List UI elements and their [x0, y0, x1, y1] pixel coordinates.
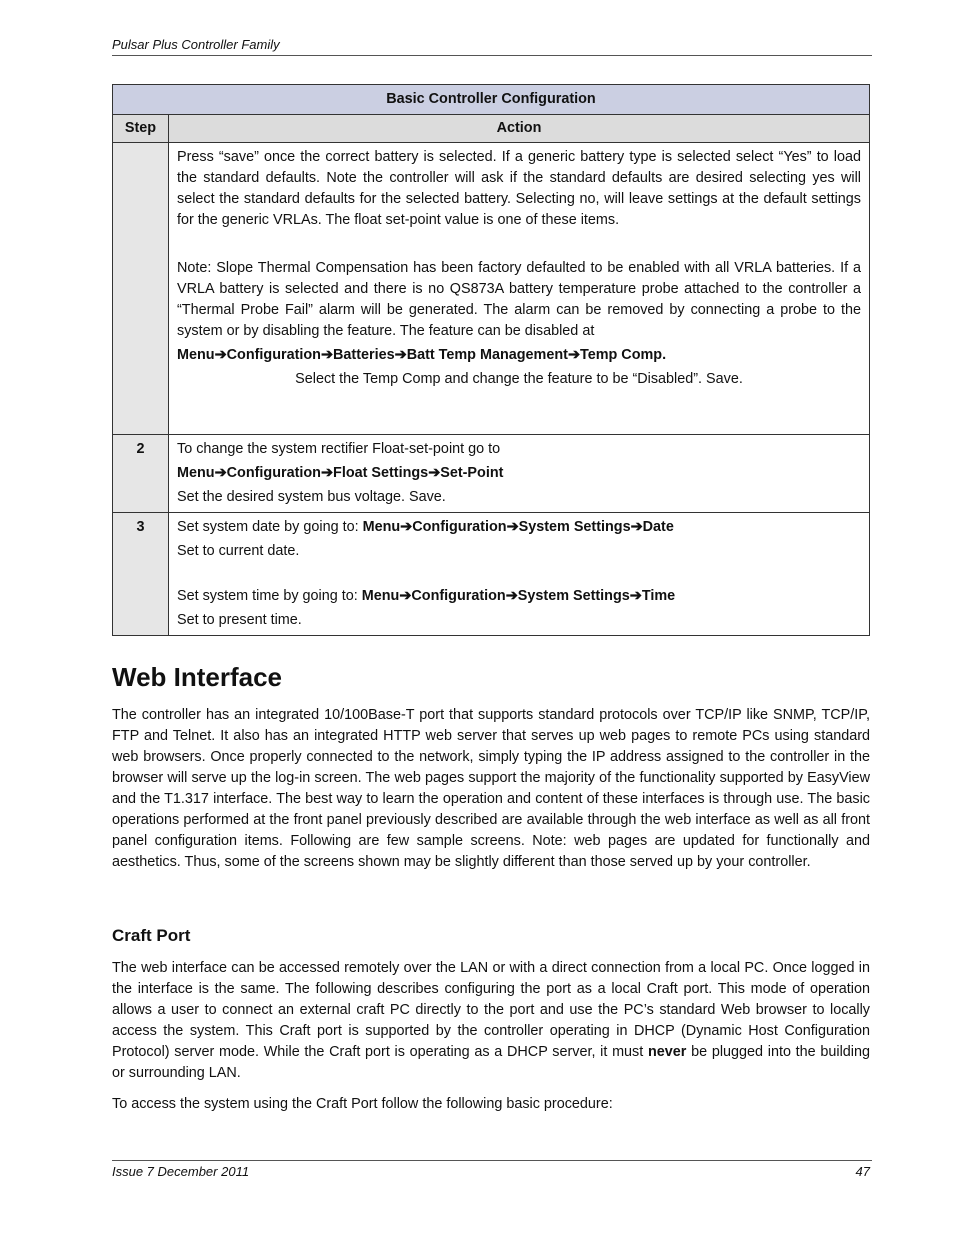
menu-path-segment: Menu [177, 465, 215, 481]
menu-path-segment: Menu [361, 588, 400, 604]
col-header-action: Action [169, 115, 870, 143]
subsection-heading: Craft Port [112, 926, 191, 945]
action-cell [169, 143, 870, 435]
table-row [113, 435, 870, 513]
right-arrow-icon: ➔ [320, 465, 334, 481]
running-header: Pulsar Plus Controller Family [112, 37, 280, 52]
right-arrow-icon: ➔ [399, 588, 412, 604]
row3-time-line [177, 586, 861, 607]
time-prefix: Set system time by going to: [177, 588, 362, 604]
right-arrow-icon: ➔ [214, 347, 227, 363]
table-title: Basic Controller Configuration [113, 85, 870, 115]
table-row [113, 143, 870, 435]
row1-para-3: Select the Temp Comp and change the feature to be “Disabled”. Save. [295, 371, 743, 387]
row2-para-1: To change the system rectifier Float-set-point go to [177, 441, 501, 457]
web-interface-body: The controller has an integrated 10/100Base-T port that supports standard protocols over TCP/IP like SNMP, TCP/IP, FTP and Telnet. It also has an integrated HTTP web server that serves up web pages to remote PCs using standard web browsers. Once properly connected to the network, simply typing the IP address assigned to the controller in the browser will serve up the log-in screen. The web pages support the majority of the functionality supported by EasyView and the T1.317 interface. The best way to learn the operation and content of these interfaces is through use. The basic operations performed at the front panel previously described are available through the web interface as well as all front panel configuration items. Following are few sample screens. Note: web pages are updated for functionally and aesthetics. Thus, some of the screens shown may be slightly different than those served up by your controller. [112, 707, 870, 870]
menu-path-segment: Configuration [412, 519, 507, 535]
page-number: 47 [855, 1164, 870, 1179]
menu-path-segment: Time [641, 588, 676, 604]
menu-path-segment: Configuration [226, 465, 321, 481]
row1-para-2: Note: Slope Thermal Compensation has been factory defaulted to be enabled with all VRLA batteries. If a VRLA battery is selected and there is no QS873A battery temperature probe attached to the controller a “Thermal Probe Fail” alarm will be generated. The alarm can be removed by connecting a probe to the system or by disabling the feature. The feature can be disabled at [177, 260, 861, 339]
menu-path-segment: Menu [177, 347, 215, 363]
craft-port-body [112, 958, 870, 1084]
craft-body-emphasis: never [647, 1044, 687, 1060]
right-arrow-icon: ➔ [400, 519, 413, 535]
row3-time-note: Set to present time. [177, 612, 302, 628]
right-arrow-icon: ➔ [567, 347, 580, 363]
right-arrow-icon: ➔ [506, 519, 519, 535]
row1-para-1: Press “save” once the correct battery is selected. If a generic battery type is selected select “Yes” to load the standard defaults. Note the controller will ask if the standard defaults are desired selecting yes will select the standard defaults for the selected battery. Selecting no, will leave settings at the default settings for the generic VRLAs. The float set-point value is one of these items. [177, 149, 861, 228]
menu-path-segment: System Settings [517, 588, 630, 604]
footer-issue: Issue 7 December 2011 [112, 1164, 250, 1179]
config-table [112, 84, 870, 636]
menu-path-segment: Temp Comp. [580, 347, 667, 363]
menu-path [177, 345, 861, 366]
menu-path-segment: Configuration [411, 588, 506, 604]
menu-path-segment: Menu [362, 519, 401, 535]
step-cell [113, 143, 169, 435]
procedure-intro: To access the system using the Craft Port follow the following basic procedure: [112, 1096, 613, 1112]
action-cell [169, 513, 870, 636]
step-cell: 2 [113, 435, 169, 513]
menu-path [177, 463, 861, 484]
right-arrow-icon: ➔ [505, 588, 518, 604]
right-arrow-icon: ➔ [630, 519, 643, 535]
menu-path-segment: Configuration [226, 347, 321, 363]
table-row [113, 513, 870, 636]
menu-path-segment: Date [642, 519, 674, 535]
menu-path-segment: Float Settings [333, 465, 429, 481]
right-arrow-icon: ➔ [214, 465, 227, 481]
footer-rule [112, 1160, 872, 1161]
row2-para-2: Set the desired system bus voltage. Save. [177, 489, 446, 505]
menu-path [363, 519, 674, 535]
craft-body-pre: The web interface can be accessed remotely over the LAN or with a direct connection from a local PC. Once logged in the interface is the same. The following describes configuring the port as a local Craft port. This mode of operation allows a user to connect an external craft PC directly to the port and use the PC’s standard Web browser to locally access the system. This Craft port is supported by the controller operating in DHCP (Dynamic Host Configuration Protocol) server mode. While the Craft port is operating as a DHCP server, it must [112, 960, 870, 1060]
menu-path [362, 588, 675, 604]
right-arrow-icon: ➔ [394, 347, 407, 363]
section-heading: Web Interface [112, 662, 283, 692]
menu-path-segment: Set-Point [440, 465, 504, 481]
col-header-step: Step [113, 115, 169, 143]
step-cell: 3 [113, 513, 169, 636]
right-arrow-icon: ➔ [428, 465, 441, 481]
right-arrow-icon: ➔ [320, 347, 334, 363]
date-prefix: Set system date by going to: [177, 519, 363, 535]
menu-path-segment: Batt Temp Management [406, 347, 568, 363]
action-cell [169, 435, 870, 513]
row3-date-line [177, 517, 861, 538]
row3-date-note: Set to current date. [177, 543, 300, 559]
header-rule [112, 55, 872, 56]
craft-body-post: be plugged into the building or surrounding LAN. [112, 1044, 870, 1081]
menu-path-segment: System Settings [518, 519, 631, 535]
menu-path-segment: Batteries [333, 347, 395, 363]
right-arrow-icon: ➔ [629, 588, 642, 604]
